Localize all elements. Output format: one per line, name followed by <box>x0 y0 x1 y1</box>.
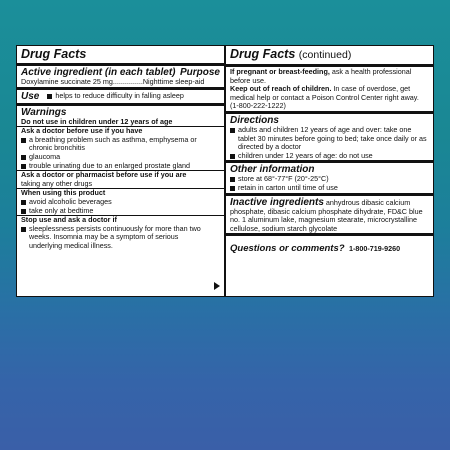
list-item <box>230 152 429 161</box>
directions-header-text: Directions <box>230 114 279 126</box>
panel-title-text: Drug Facts <box>230 47 296 61</box>
questions-phone: 1-800-719-9260 <box>349 244 401 254</box>
list-item <box>230 184 429 193</box>
list-item-text: trouble urinating due to an enlarged prostate gland <box>29 160 191 170</box>
bullet-icon <box>21 200 26 205</box>
use-text: helps to reduce difficulty in falling asleep <box>55 90 184 100</box>
bullet-icon <box>230 128 235 133</box>
bullet-icon <box>230 186 235 191</box>
do-not-use-line <box>21 118 220 127</box>
list-item-text: sleeplessness persists continuously for more than two weeks. Insomnia may be a symptom of serious underlying medical illness. <box>29 223 201 250</box>
pregnant-warning <box>230 67 429 85</box>
keep-out-text: In case of overdose, get medical help or contact a Poison Control Center right away. (1-800-222-1222) <box>230 84 419 111</box>
active-ingredient-row <box>21 78 220 87</box>
list-item <box>21 225 220 251</box>
list-item-text: retain in carton until time of use <box>238 182 338 192</box>
warnings-header-text: Warnings <box>21 106 67 118</box>
ask-pharmacist-head: Ask a doctor or pharmacist before use if you are <box>21 170 187 180</box>
bullet-icon <box>47 94 52 99</box>
inactive-text: anhydrous dibasic calcium phosphate, dibasic calcium phosphate dihydrate, FD&C blue no. 1 aluminum lake, magnesium stearate, microcrystalline cellulose, sodium starch glycolate <box>230 197 423 233</box>
other-info-header-text: Other information <box>230 164 315 176</box>
list-item-text: avoid alcoholic beverages <box>29 196 112 206</box>
continue-arrow-icon <box>214 282 220 290</box>
bullet-icon <box>21 209 26 214</box>
list-item-text: store at 68°-77°F (20°-25°C) <box>238 174 329 184</box>
ask-pharmacist-block <box>21 171 220 188</box>
questions-row <box>230 236 429 256</box>
list-item <box>21 162 220 171</box>
list-item <box>21 207 220 216</box>
list-item <box>21 136 220 153</box>
bullet-icon <box>21 138 26 143</box>
list-item-text: take only at bedtime <box>29 205 94 215</box>
drug-facts-panel-right <box>225 45 434 297</box>
purpose-value: Nighttime sleep-aid <box>142 77 205 86</box>
inactive-ingredients <box>230 196 429 234</box>
stop-use-head: Stop use and ask a doctor if <box>21 215 117 225</box>
when-using-head: When using this product <box>21 188 106 198</box>
questions-header: Questions or comments? <box>230 243 345 255</box>
do-not-use: Do not use in children under 12 years of age <box>21 116 173 126</box>
list-item-text: children under 12 years of age: do not use <box>238 150 373 160</box>
active-ingredient: Doxylamine succinate 25 mg <box>21 77 113 86</box>
drug-facts-panel-left <box>16 45 225 297</box>
ask-doctor-head: Ask a doctor before use if you have <box>21 126 143 136</box>
bullet-icon <box>21 227 26 232</box>
active-ingredient-header: Active ingredient (in each tablet) <box>21 67 176 78</box>
keep-out-warning <box>230 85 429 111</box>
list-item-text: a breathing problem such as asthma, emphysema or chronic bronchitis <box>29 134 197 153</box>
panel-title-suffix: (continued) <box>298 49 352 61</box>
list-item <box>230 126 429 152</box>
use-row <box>21 90 220 103</box>
list-item-text: glaucoma <box>29 151 61 161</box>
purpose-header: Purpose <box>179 67 220 78</box>
list-item-text: adults and children 12 years of age and over: take one tablet 30 minutes before going to bed; take once daily or as directed by a doctor <box>238 124 427 152</box>
inactive-header: Inactive ingredients <box>230 196 324 208</box>
keep-out-bold: Keep out of reach of children. <box>230 84 332 94</box>
bullet-icon <box>230 154 235 159</box>
use-header: Use <box>21 90 40 102</box>
dot-leader: ............... <box>112 78 143 86</box>
panel-title <box>230 48 429 64</box>
bullet-icon <box>21 164 26 169</box>
ask-pharmacist-text: taking any other drugs <box>21 178 93 188</box>
bullet-icon <box>21 155 26 160</box>
pregnant-text: ask a health professional before use. <box>230 67 412 85</box>
use-item <box>47 92 184 101</box>
bullet-icon <box>230 177 235 182</box>
panel-title: Drug Facts <box>21 47 87 61</box>
pregnant-bold: If pregnant or breast-feeding, <box>230 67 330 76</box>
